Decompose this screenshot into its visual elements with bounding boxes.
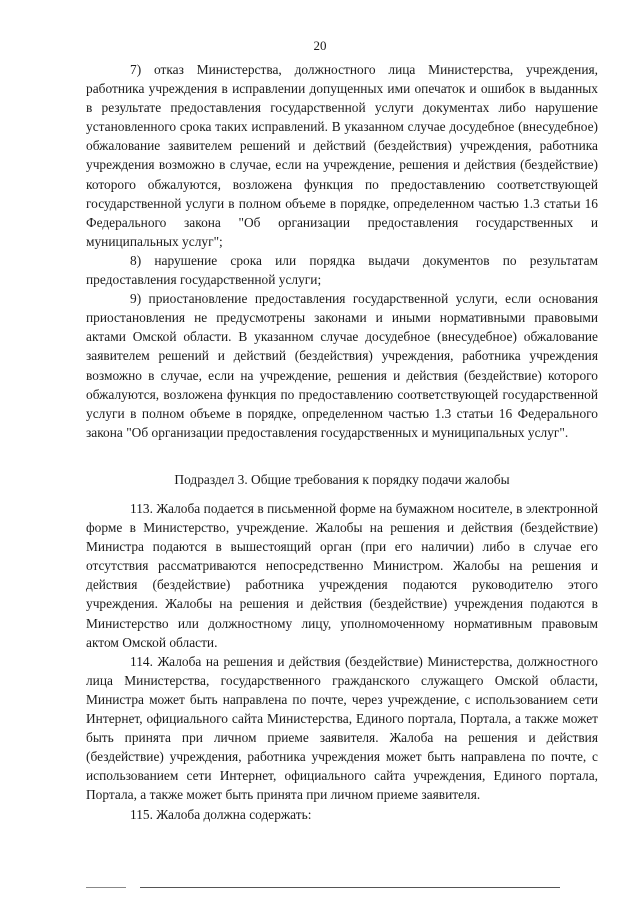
paragraph-item-7: 7) отказ Министерства, должностного лица Министерства, учреждения, работника учреждения в исправлении допущенных ими опечаток и ошибок в выданных в результате предоставления государственной услуги документах либо нарушение установленного срока таких исправлений. В указанном случае досудебное (внесудебное) обжалование заявителем решений и действий (бездействия) учреждения, работника учреждения возможно в случае, если на учреждение, решения и действия (бездействие) которого обжалуются, возложена функция по предоставлению соответствующей государственной услуги в полном объеме в порядке, определенном частью 1.3 статьи 16 Федерального закона "Об организации предоставления государственных и муниципальных услуг"; (86, 62, 598, 249)
paragraph-114: 114. Жалоба на решения и действия (бездействие) Министерства, должностного лица Министерства, государственного гражданского служащего Омской области, Министра может быть направлена по почте, через учреждение, с использованием сети Интернет, официального сайта Министерства, Единого портала, Портала, а также может быть принята при личном приеме заявителя. Жалоба на решения и действия (бездействие) учреждения, работника учреждения может быть направлена по почте, с использованием сети Интернет, официального сайта учреждения, Единого портала, Портала, а также может быть принята при личном приеме заявителя. (86, 653, 598, 803)
text-block-bottom (86, 499, 598, 824)
paragraph-item-8: 8) нарушение срока или порядка выдачи документов по результатам предоставления государственной услуги; (86, 252, 598, 288)
section-heading: Подраздел 3. Общие требования к порядку подачи жалобы (174, 472, 510, 487)
footer-rule-left (86, 887, 126, 888)
text-block-top (86, 60, 598, 442)
paragraph-113: 113. Жалоба подается в письменной форме на бумажном носителе, в электронной форме в Министерство, учреждение. Жалобы на решения и действия (бездействие) Министра подаются в вышестоящий орган (при его наличии) либо в случае его отсутствия рассматриваются непосредственно Министром. Жалобы на решения и действия (бездействие) работника учреждения подаются руководителю этого учреждения. Жалобы на решения и действия (бездействие) учреждения подаются в Министерство или должностному лицу, уполномоченному нормативным правовым актом Омской области. (86, 501, 598, 650)
page-number: 20 (313, 38, 327, 53)
paragraph-115: 115. Жалоба должна содержать: (130, 806, 312, 822)
footer-rule (140, 887, 560, 888)
paragraph-item-9: 9) приостановление предоставления государственной услуги, если основания приостановления не предусмотрены законами и иными нормативными правовыми актами Омской области. В указанном случае досудебное (внесудебное) обжалование заявителем решений и действий (бездействия) учреждения, работника учреждения возможно в случае, если на учреждение, решения и действия (бездействие) которого обжалуются, возложена функция по предоставлению соответствующей государственной услуги в полном объеме в порядке, определенном частью 1.3 статьи 16 Федерального закона "Об организации предоставления государственных и муниципальных услуг". (86, 291, 598, 440)
